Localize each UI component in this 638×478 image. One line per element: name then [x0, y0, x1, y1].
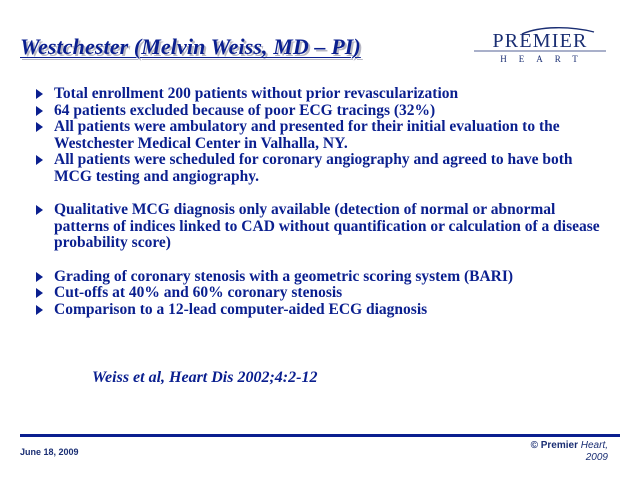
- spacer: [36, 185, 606, 202]
- copyright-rest: Heart,: [580, 440, 608, 451]
- bullet-item: [36, 285, 606, 302]
- spacer: [36, 252, 606, 269]
- bullet-item: [36, 269, 606, 286]
- bullet-text: Qualitative MCG diagnosis only available (detection of normal or abnormal patterns of indices linked to CAD without quantification or calculation of a disease probability score): [54, 201, 600, 251]
- footer-date: June 18, 2009: [20, 447, 79, 457]
- bullet-item: [36, 202, 606, 252]
- bullet-item: [36, 302, 606, 319]
- bullet-arrow-icon: [36, 155, 43, 165]
- bullet-item: [36, 119, 606, 152]
- bullet-list: [36, 86, 606, 318]
- logo-subtitle: HEART: [500, 54, 590, 64]
- bullet-text: All patients were ambulatory and presented for their initial evaluation to the Westchester Medical Center in Valhalla, NY.: [54, 118, 560, 152]
- bullet-item: [36, 103, 606, 120]
- bullet-item: [36, 152, 606, 185]
- copyright-year: 2009: [585, 452, 608, 463]
- slide-title: Westchester (Melvin Weiss, MD – PI): [20, 34, 361, 59]
- bullet-text: Total enrollment 200 patients without prior revascularization: [54, 85, 459, 102]
- bullet-text: 64 patients excluded because of poor ECG tracings (32%): [54, 101, 436, 119]
- bullet-arrow-icon: [36, 106, 43, 116]
- bullet-text: All patients were scheduled for coronary angiography and agreed to have both MCG testing and angiography.: [54, 151, 573, 185]
- copyright-symbol: ©: [530, 440, 538, 451]
- bullet-arrow-icon: [36, 89, 43, 99]
- bullet-text: Comparison to a 12-lead computer-aided ECG diagnosis: [54, 300, 428, 318]
- bullet-arrow-icon: [36, 122, 43, 132]
- copyright-brand: Premier: [540, 440, 578, 451]
- bullet-arrow-icon: [36, 205, 43, 215]
- bullet-text: Grading of coronary stenosis with a geometric scoring system (BARI): [54, 267, 514, 285]
- footer-divider: [20, 434, 620, 437]
- bullet-arrow-icon: [36, 305, 43, 315]
- logo-wordmark: PREMIER: [492, 30, 588, 52]
- bullet-arrow-icon: [36, 272, 43, 282]
- bullet-arrow-icon: [36, 288, 43, 298]
- premier-heart-logo: [470, 26, 610, 70]
- citation: Weiss et al, Heart Dis 2002;4:2-12: [92, 369, 318, 386]
- footer-copyright: [531, 440, 608, 464]
- bullet-item: [36, 86, 606, 103]
- bullet-text: Cut-offs at 40% and 60% coronary stenosis: [54, 284, 343, 301]
